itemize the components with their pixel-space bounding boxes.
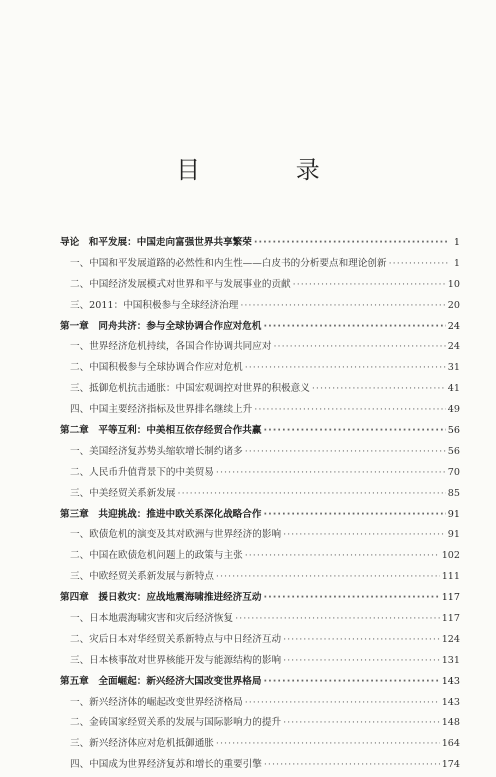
toc-page-number: 124: [441, 633, 460, 645]
toc-leader-dots: [312, 383, 446, 394]
toc-leader-dots: [254, 237, 448, 248]
toc-leader-dots: [283, 529, 446, 540]
toc-entry-label: 三、中欧经贸关系新发展与新特点: [70, 571, 214, 583]
toc-entry-label: 第四章 援日救灾：应战地震海啸推进经济互动: [60, 592, 262, 604]
toc-leader-dots: [245, 446, 446, 457]
toc-chapter-entry: [60, 422, 460, 443]
toc-leader-dots: [263, 509, 445, 520]
toc-leader-dots: [245, 697, 440, 708]
toc-section-entry: [60, 631, 460, 652]
toc-page-number: 56: [447, 425, 460, 437]
toc-section-entry: [60, 338, 460, 359]
toc-page-number: 20: [447, 299, 460, 311]
toc-entry-label: 三、2011：中国积极参与全球经济治理: [70, 299, 239, 311]
toc-page-number: 10: [447, 278, 460, 290]
toc-entry-label: 二、中国在欧债危机问题上的政策与主张: [70, 550, 243, 562]
toc-leader-dots: [235, 613, 440, 624]
toc-page-number: 117: [441, 592, 460, 604]
toc-page-number: 24: [447, 341, 460, 353]
toc-entry-label: 一、日本地震海啸灾害和灾后经济恢复: [70, 613, 234, 625]
toc-leader-dots: [389, 258, 448, 269]
toc-entry-label: 二、中国经济发展模式对世界和平与发展事业的贡献: [70, 278, 291, 290]
toc-leader-dots: [283, 717, 440, 728]
toc-leader-dots: [216, 738, 440, 749]
toc-page-number: 49: [447, 404, 460, 416]
toc-page-number: 85: [447, 487, 460, 499]
toc-leader-dots: [283, 655, 440, 666]
toc-chapter-entry: [60, 318, 460, 339]
toc-leader-dots: [283, 634, 440, 645]
toc-entry-label: 四、中国主要经济指标及世界排名继续上升: [70, 404, 253, 416]
toc-chapter-entry: [60, 234, 460, 255]
toc-entry-label: 一、新兴经济体的崛起改变世界经济格局: [70, 696, 243, 708]
toc-page-number: 111: [441, 571, 460, 583]
toc-leader-dots: [254, 404, 446, 415]
toc-page-number: 56: [447, 445, 460, 457]
toc-section-entry: [60, 276, 460, 297]
toc-entry-label: 一、欧债危机的演变及其对欧洲与世界经济的影响: [70, 529, 282, 541]
toc-leader-dots: [293, 279, 446, 290]
toc-section-entry: [60, 255, 460, 276]
toc-page-number: 91: [447, 529, 460, 541]
toc-leader-dots: [216, 467, 446, 478]
toc-page-number: 117: [441, 613, 460, 625]
toc-section-entry: [60, 694, 460, 715]
toc-section-entry: [60, 380, 460, 401]
toc-entry-label: 导论 和平发展：中国走向富强世界共享繁荣: [60, 237, 252, 248]
toc-leader-dots: [263, 425, 445, 436]
toc-entry-label: 三、中美经贸关系新发展: [70, 487, 176, 499]
toc-entry-label: 三、日本核事故对世界核能开发与能源结构的影响: [70, 654, 282, 666]
toc-section-entry: [60, 401, 460, 422]
toc-entry-label: 二、人民币升值背景下的中美贸易: [70, 466, 214, 478]
toc-section-entry: [60, 359, 460, 380]
toc-leader-dots: [245, 550, 440, 561]
toc-page-number: 70: [447, 466, 460, 478]
toc-page-number: 1: [453, 257, 460, 269]
toc-page-number: 164: [441, 738, 460, 750]
toc-section-entry: [60, 526, 460, 547]
toc-leader-dots: [263, 321, 445, 332]
toc-page-number: 1: [453, 237, 460, 248]
toc-entry-label: 第五章 全面崛起：新兴经济大国改变世界格局: [60, 675, 262, 687]
toc-page-number: 91: [447, 508, 460, 520]
toc-page-number: 131: [441, 654, 460, 666]
toc-entry-label: 四、中国成为世界经济复苏和增长的重要引擎: [70, 759, 262, 771]
toc-page-number: 174: [441, 759, 460, 771]
toc-leader-dots: [263, 676, 439, 687]
toc-entry-label: 第二章 平等互利：中美相互依存经贸合作共赢: [60, 425, 262, 437]
toc-section-entry: [60, 714, 460, 735]
toc-section-entry: [60, 756, 460, 777]
toc-entry-label: 二、金砖国家经贸关系的发展与国际影响力的提升: [70, 717, 282, 729]
toc-section-entry: [60, 652, 460, 673]
page-title: 目 录: [176, 156, 364, 184]
toc-leader-dots: [263, 592, 439, 603]
toc-entry-label: 二、中国积极参与全球协调合作应对危机: [70, 362, 243, 374]
toc-page-number: 143: [441, 696, 460, 708]
toc-leader-dots: [216, 571, 440, 582]
toc-leader-dots: [264, 759, 440, 770]
toc-page-number: 148: [441, 717, 460, 729]
toc-chapter-entry: [60, 589, 460, 610]
toc-page-number: 41: [447, 383, 460, 395]
toc-page-number: 143: [441, 675, 460, 687]
toc-entry-label: 二、灾后日本对华经贸关系新特点与中日经济互动: [70, 633, 282, 645]
toc-entry-label: 第三章 共迎挑战：推进中欧关系深化战略合作: [60, 508, 262, 520]
toc-entry-label: 三、抵御危机抗击通胀：中国宏观调控对世界的积极意义: [70, 383, 310, 395]
toc-entry-label: 一、世界经济危机持续，各国合作协调共同应对: [70, 341, 272, 353]
toc-entry-label: 第一章 同舟共济：参与全球协调合作应对危机: [60, 320, 262, 332]
toc-section-entry: [60, 568, 460, 589]
toc-section-entry: [60, 464, 460, 485]
toc-page-number: 24: [447, 320, 460, 332]
toc-chapter-entry: [60, 506, 460, 527]
toc-section-entry: [60, 547, 460, 568]
table-of-contents: [60, 234, 460, 777]
toc-section-entry: [60, 297, 460, 318]
toc-chapter-entry: [60, 673, 460, 694]
toc-entry-label: 一、美国经济复苏势头缩软增长制约诸多: [70, 445, 243, 457]
toc-leader-dots: [178, 488, 446, 499]
toc-section-entry: [60, 443, 460, 464]
toc-section-entry: [60, 735, 460, 756]
toc-leader-dots: [273, 341, 445, 352]
toc-entry-label: 一、中国和平发展道路的必然性和内生性——白皮书的分析要点和理论创新: [70, 257, 387, 269]
toc-leader-dots: [245, 362, 446, 373]
toc-section-entry: [60, 610, 460, 631]
toc-section-entry: [60, 485, 460, 506]
toc-entry-label: 三、新兴经济体应对危机抵御通胀: [70, 738, 214, 750]
toc-page-number: 102: [441, 550, 460, 562]
toc-page-number: 31: [447, 362, 460, 374]
toc-leader-dots: [240, 300, 445, 311]
